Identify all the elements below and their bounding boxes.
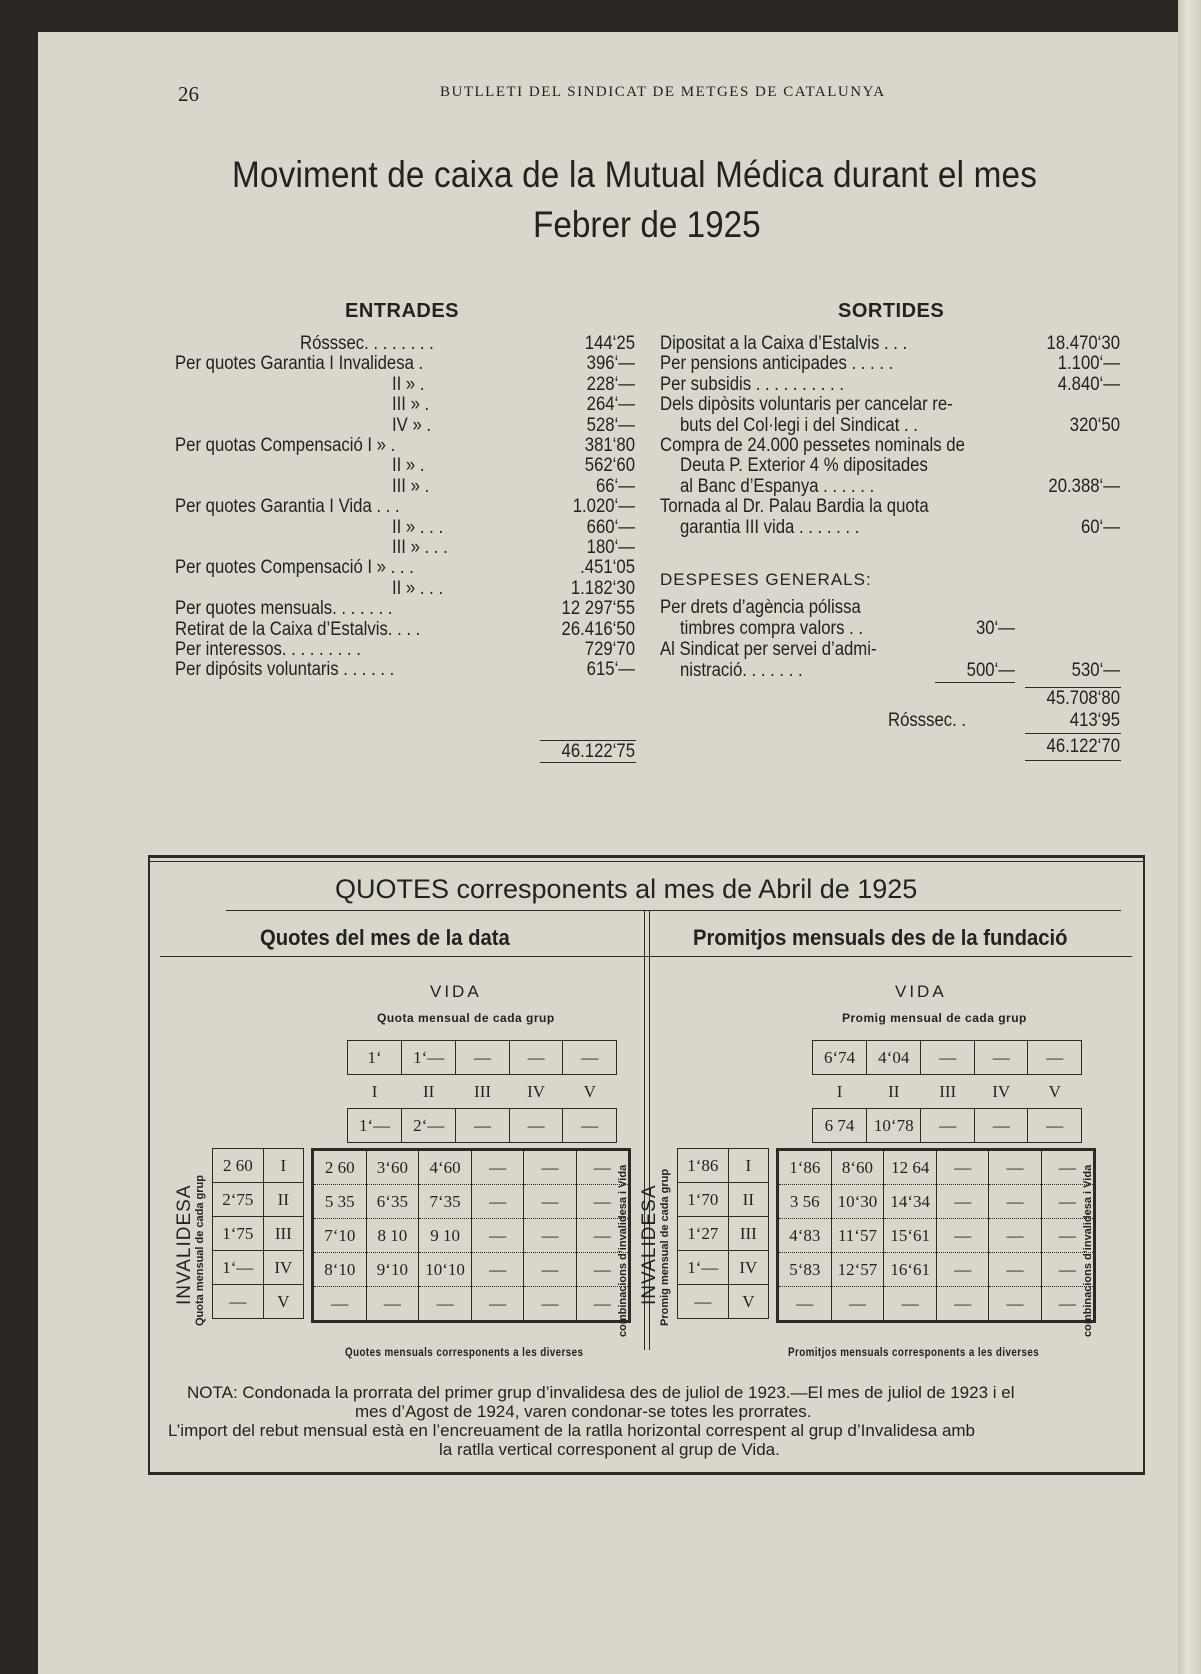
left-vida-row [348,1075,617,1109]
left-combinations-label: combinacions d’invalidesa i Vida [617,1164,629,1337]
entrades-row-value: 12 297‘55 [561,598,635,620]
entrades-row-value: 615‘— [586,659,635,681]
right-matrix-cell: — [989,1287,1041,1322]
right-vida-cell: 6‘74 [813,1041,867,1075]
left-matrix-cell: 2 60 [313,1150,367,1185]
right-matrix-cell: — [989,1253,1041,1287]
despeses-row-label: Al Sindicat per servei d’admi- [660,639,877,660]
right-matrix-cell: — [937,1219,989,1253]
right-matrix-cell: — [831,1287,884,1322]
right-vida-row [813,1109,1082,1143]
entrades-row-label: Per dipósits voluntaris . . . . . . [175,659,395,681]
left-matrix-row [313,1185,630,1219]
left-matrix-row [313,1287,630,1322]
sortides-total-rule [1025,733,1121,734]
running-header: BUTLLETI DEL SINDICAT DE METGES DE CATALUNYA [440,84,886,100]
right-vida-cell: — [921,1109,975,1143]
entrades-row-value: 381‘80 [584,435,635,456]
right-vida-cell: V [1028,1075,1082,1109]
right-matrix-cell: — [1041,1253,1094,1287]
sortides-subtotal: 45.708‘80 [1046,688,1120,709]
right-vida-row [813,1041,1082,1075]
right-subtitle: Promitjos mensuals des de la fundació [693,925,1068,950]
despeses-row-value: 530‘— [1071,660,1120,681]
left-vida-cell: — [563,1041,617,1075]
left-vida-cell: — [563,1109,617,1143]
right-invalidesa-row [678,1149,769,1183]
right-matrix-cell: — [1041,1287,1094,1322]
left-matrix-cell: — [576,1150,629,1185]
right-invalidesa-value: — [678,1285,729,1319]
right-matrix-cell: — [989,1219,1041,1253]
left-matrix-cell: — [524,1185,576,1219]
entrades-row-label: Per interessos. . . . . . . . . [175,639,361,660]
left-invalidesa-value: 2 60 [213,1149,264,1183]
sortides-row-label: Deuta P. Exterior 4 % dipositades [680,455,928,477]
left-invalidesa-sublabel: Quota mensual de cada grup [194,1175,206,1326]
note-line2: mes d’Agost de 1924, varen condonar-se totes les prorrates. [355,1402,812,1421]
right-vida-cell: 6 74 [813,1109,867,1143]
left-vida-cell: — [456,1041,510,1075]
right-matrix-cell: — [937,1253,989,1287]
left-invalidesa-group: II [263,1183,303,1217]
right-matrix-cell: 11‘57 [831,1219,884,1253]
left-matrix-cell: — [471,1150,523,1185]
right-vida-cell: — [921,1041,975,1075]
entrades-row-label: II » . [392,455,425,477]
right-matrix-cell: 15‘61 [884,1219,937,1253]
right-matrix-cell: 14‘34 [884,1185,937,1219]
left-vida-cell: 1‘— [348,1109,402,1143]
quotes-box-top-rule [148,861,1145,862]
left-matrix-cell: — [576,1219,629,1253]
right-vida-cell: 4‘04 [867,1041,921,1075]
right-invalidesa-value: 1‘27 [678,1217,729,1251]
right-vida-cell: — [1028,1109,1082,1143]
entrades-row-value: 26.416‘50 [561,618,635,640]
right-invalidesa-group: II [728,1183,768,1217]
entrades-row-label: Rósssec. . . . . . . . [300,333,434,354]
left-matrix-cell: — [313,1287,367,1322]
right-vida-cell: II [867,1075,921,1109]
right-matrix-cell: 10‘30 [831,1185,884,1219]
left-vida-heading: VIDA [430,982,482,1001]
sortides-row-value: 1.100‘— [1057,353,1120,375]
left-matrix-cell: — [576,1185,629,1219]
left-invalidesa-row [213,1217,304,1251]
entrades-row-value: 228‘— [586,373,635,395]
sortides-row-value: 60‘— [1080,516,1120,538]
sortides-row-value: 4.840‘— [1057,373,1120,395]
right-matrix-cell: 8‘60 [831,1150,884,1185]
right-matrix-cell: 1‘86 [778,1150,832,1185]
right-vida-table [812,1040,1082,1143]
entrades-row-value: 562‘60 [584,455,635,477]
entrades-row-label: IV » . [392,414,432,436]
left-matrix-cell: 8 10 [366,1219,419,1253]
sortides-row-value: 320‘50 [1069,414,1120,436]
left-subtitle: Quotes del mes de la data [260,925,510,950]
right-invalidesa-row [678,1217,769,1251]
despeses-heading: DESPESES GENERALS: [660,570,872,589]
note-line1: NOTA: Condonada la prorrata del primer grup d’invalidesa des de juliol de 1923.—El mes de juliol de 1923 i el [187,1383,1015,1402]
right-vida-cell: — [974,1041,1028,1075]
right-matrix-cell: 4‘83 [778,1219,832,1253]
left-matrix-cell: — [366,1287,419,1322]
right-combinations-label: combinacions d’invalidesa i Vida [1082,1164,1094,1337]
sortides-row-label: al Banc d’Espanya . . . . . . [680,475,875,497]
left-invalidesa-value: — [213,1285,264,1319]
right-matrix-cell: 16‘61 [884,1253,937,1287]
right-matrix-row [778,1185,1095,1219]
despeses-row-subvalue: 30‘— [975,618,1015,639]
note-line3: L’import del rebut mensual està en l’encreuament de la ratlla horizontal correspent al grup d’Invalidesa amb [168,1421,976,1440]
left-matrix-cell: — [471,1185,523,1219]
right-combination-matrix [776,1148,1096,1323]
entrades-row-label: II » . . . [392,577,444,599]
left-vida-cell: IV [509,1075,563,1109]
sortides-total: 46.122‘70 [1046,736,1120,757]
sortides-row-label: garantia III vida . . . . . . . [680,516,860,538]
right-vida-cell: I [813,1075,867,1109]
left-invalidesa-value: 1‘75 [213,1217,264,1251]
left-matrix-cell: 10‘10 [419,1253,472,1287]
entrades-row-label: II » . [392,373,425,395]
note-line4: la ratlla vertical corresponent al grup de Vida. [439,1440,780,1459]
sortides-row-label: Dels dipòsits voluntaris per cancelar re- [660,394,953,416]
left-matrix-cell: 8‘10 [313,1253,367,1287]
left-matrix-cell: 7‘10 [313,1219,367,1253]
left-vida-row [348,1109,617,1143]
right-matrix-row [778,1219,1095,1253]
sortides-rossec-value: 413‘95 [1069,710,1120,731]
right-bottom-label: Promitjos mensuals corresponents a les diverses [788,1345,1040,1359]
left-vida-cell: 1‘ [348,1041,402,1075]
right-vida-cell: III [921,1075,975,1109]
entrades-total-underline [540,762,636,763]
left-invalidesa-table [212,1148,304,1319]
sortides-rossec-label: Rósssec. . [888,710,967,731]
right-vida-subheading: Promig mensual de cada grup [842,1011,1027,1025]
left-vida-cell: 1‘— [402,1041,456,1075]
left-bottom-label: Quotes mensuals corresponents a les diverses [345,1345,584,1359]
entrades-row-value: 180‘— [586,537,635,558]
left-matrix-cell: 9‘10 [366,1253,419,1287]
despeses-row-label: Per drets d’agència pólissa [660,597,861,618]
despeses-row-subvalue: 500‘— [966,660,1015,681]
left-matrix-cell: 6‘35 [366,1185,419,1219]
right-invalidesa-value: 1‘70 [678,1183,729,1217]
left-matrix-cell: 7‘35 [419,1185,472,1219]
right-invalidesa-row [678,1183,769,1217]
left-matrix-cell: 5 35 [313,1185,367,1219]
sortides-row-label: Tornada al Dr. Palau Bardia la quota [660,496,929,518]
sortides-row-value: 20.388‘— [1048,475,1120,497]
left-invalidesa-label: INVALIDESA [174,1184,195,1305]
quotes-box-right-rule [1143,855,1145,1472]
entrades-row-value: 264‘— [586,394,635,416]
subtitle-rule [160,956,1132,957]
right-matrix-cell: 3 56 [778,1185,832,1219]
right-matrix-cell: 12‘57 [831,1253,884,1287]
right-matrix-cell: — [989,1185,1041,1219]
left-invalidesa-group: V [263,1285,303,1319]
left-matrix-cell: — [419,1287,472,1322]
left-matrix-cell: — [524,1253,576,1287]
entrades-row-label: Per quotes Garantia I Invalidesa . [175,353,424,375]
right-invalidesa-value: 1‘— [678,1251,729,1285]
right-invalidesa-group: V [728,1285,768,1319]
left-invalidesa-row [213,1251,304,1285]
right-invalidesa-table [677,1148,769,1319]
entrades-row-label: Per quotes Compensació I » . . . [175,557,414,579]
entrades-total: 46.122‘75 [561,741,635,762]
quotes-title: QUOTES corresponents al mes de Abril de 1925 [335,874,918,904]
sortides-row-label: Per subsidis . . . . . . . . . . [660,373,844,395]
left-matrix-cell: 3‘60 [366,1150,419,1185]
right-invalidesa-row [678,1251,769,1285]
quotes-box-left-rule [148,855,150,1472]
book-spine [1178,0,1201,1674]
left-invalidesa-row [213,1285,304,1319]
right-invalidesa-group: III [728,1217,768,1251]
entrades-row-label: II » . . . [392,516,444,538]
page-number: 26 [178,82,199,106]
right-matrix-cell: 12 64 [884,1150,937,1185]
sortides-row-label: Dipositat a la Caixa d’Estalvis . . . [660,333,908,354]
entrades-row-value: 1.020‘— [572,496,635,518]
right-invalidesa-group: IV [728,1251,768,1285]
right-invalidesa-group: I [728,1149,768,1183]
left-vida-row [348,1041,617,1075]
left-matrix-cell: — [471,1253,523,1287]
entrades-heading: ENTRADES [345,300,460,322]
quotes-title-rule [226,910,1121,911]
left-matrix-row [313,1150,630,1185]
right-invalidesa-label: INVALIDESA [639,1184,660,1305]
sortides-row-label: buts del Col·legi i del Sindicat . . [680,414,918,436]
left-vida-cell: II [402,1075,456,1109]
left-invalidesa-value: 2‘75 [213,1183,264,1217]
entrades-row-value: 144‘25 [584,333,635,354]
right-vida-cell: IV [974,1075,1028,1109]
right-matrix-cell: — [937,1287,989,1322]
left-invalidesa-row [213,1149,304,1183]
left-vida-cell: — [456,1109,510,1143]
entrades-row-label: III » . [392,394,430,416]
left-matrix-cell: — [471,1219,523,1253]
entrades-row-label: Per quotes Garantia I Vida . . . [175,496,400,518]
entrades-row-value: 1.182‘30 [570,577,635,599]
despeses-row-label: timbres compra valors . . [680,618,864,639]
sortides-row-label: Compra de 24.000 pessetes nominals de [660,435,965,456]
left-matrix-row [313,1219,630,1253]
right-matrix-cell: — [1041,1185,1094,1219]
left-invalidesa-group: IV [263,1251,303,1285]
left-vida-cell: 2‘— [402,1109,456,1143]
right-matrix-cell: — [989,1150,1041,1185]
left-matrix-cell: — [524,1287,576,1322]
entrades-row-value: 729‘70 [584,639,635,660]
page-title-line2: Febrer de 1925 [533,204,761,245]
right-invalidesa-row [678,1285,769,1319]
left-vida-cell: — [509,1109,563,1143]
right-invalidesa-sublabel: Promig mensual de cada grup [659,1168,671,1326]
entrades-row-value: .451‘05 [580,557,635,579]
entrades-row-value: 66‘— [595,475,635,497]
entrades-row-label: III » . [392,475,430,497]
left-matrix-cell: — [576,1287,629,1322]
despeses-row-label: nistració. . . . . . . [680,660,803,681]
left-vida-cell: V [563,1075,617,1109]
right-invalidesa-value: 1‘86 [678,1149,729,1183]
right-matrix-cell: 5‘83 [778,1253,832,1287]
left-vida-cell: — [509,1041,563,1075]
entrades-row-value: 660‘— [586,516,635,538]
right-matrix-cell: — [1041,1219,1094,1253]
entrades-row-label: Retirat de la Caixa d’Estalvis. . . . [175,618,421,640]
entrades-row-label: Per quotes mensuals. . . . . . . [175,598,393,620]
right-matrix-row [778,1150,1095,1185]
left-matrix-row [313,1253,630,1287]
left-vida-cell: I [348,1075,402,1109]
sortides-row-value: 18.470‘30 [1046,333,1120,354]
left-matrix-cell: 9 10 [419,1219,472,1253]
right-vida-cell: 10‘78 [867,1109,921,1143]
entrades-row-label: III » . . . [392,537,448,558]
entrades-row-label: Per quotas Compensació I » . [175,435,396,456]
sortides-total-underline [1025,760,1121,761]
sortides-heading: SORTIDES [838,300,945,322]
left-invalidesa-row [213,1183,304,1217]
page-title-line1: Moviment de caixa de la Mutual Médica durant el mes [232,154,1038,195]
right-matrix-cell: — [1041,1150,1094,1185]
right-matrix-row [778,1253,1095,1287]
left-vida-subheading: Quota mensual de cada grup [377,1011,555,1025]
right-matrix-cell: — [778,1287,832,1322]
despeses-subtotal-rule [935,682,1015,683]
left-matrix-cell: — [524,1150,576,1185]
left-matrix-cell: — [576,1253,629,1287]
left-combination-matrix [311,1148,631,1323]
left-invalidesa-group: III [263,1217,303,1251]
sortides-row-label: Per pensions anticipades . . . . . [660,353,894,375]
left-invalidesa-value: 1‘— [213,1251,264,1285]
left-matrix-cell: — [471,1287,523,1322]
left-vida-table [347,1040,617,1143]
left-matrix-cell: — [524,1219,576,1253]
left-vida-cell: III [456,1075,510,1109]
right-matrix-cell: — [937,1185,989,1219]
right-vida-heading: VIDA [895,982,947,1001]
entrades-row-value: 396‘— [586,353,635,375]
left-matrix-cell: 4‘60 [419,1150,472,1185]
left-invalidesa-group: I [263,1149,303,1183]
right-vida-cell: — [974,1109,1028,1143]
right-matrix-row [778,1287,1095,1322]
right-matrix-cell: — [937,1150,989,1185]
entrades-row-value: 528‘— [586,414,635,436]
right-vida-row [813,1075,1082,1109]
right-vida-cell: — [1028,1041,1082,1075]
right-matrix-cell: — [884,1287,937,1322]
